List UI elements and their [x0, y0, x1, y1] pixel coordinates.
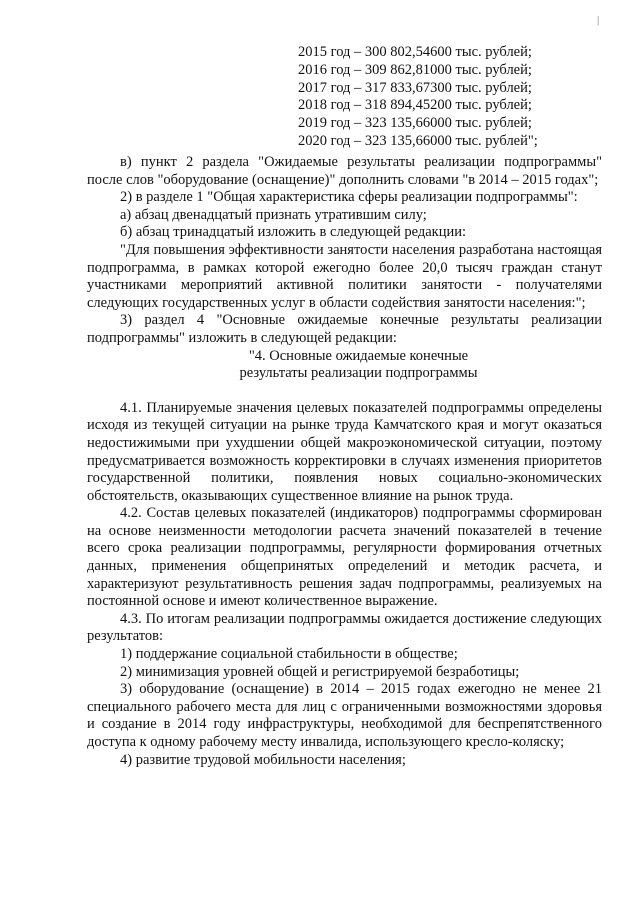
section-heading-line-1: "4. Основные ожидаемые конечные: [248, 347, 469, 364]
document-body: [87, 154, 602, 769]
section-heading-line-2: результаты реализации подпрограммы: [239, 365, 478, 382]
result-item-4: 4) развитие трудовой мобильности населения;: [120, 751, 406, 768]
section-4-3: 4.3. По итогам реализации подпрограммы ожидается достижение следующих результатов:: [87, 610, 602, 645]
paragraph-quote: "Для повышения эффективности занятости населения разработана настоящая подпрограмма, в рамках которой ежегодно более 20,0 тысяч граждан станут участниками мероприятий активной политики занятости - получателями следующих государственных услуг в области содействия занятости населения:";: [87, 241, 602, 311]
paragraph-2b: б) абзац тринадцатый изложить в следующей редакции:: [120, 224, 467, 241]
funding-year-2016: 2016 год – 309 862,81000 тыс. рублей;: [298, 61, 532, 78]
spacer: [87, 383, 602, 400]
funding-year-2020: 2020 год – 323 135,66000 тыс. рублей";: [298, 132, 538, 149]
funding-year-2018: 2018 год – 318 894,45200 тыс. рублей;: [298, 97, 532, 114]
paragraph-2: 2) в разделе 1 "Общая характеристика сферы реализации подпрограммы":: [120, 189, 578, 206]
paragraph-3: 3) раздел 4 "Основные ожидаемые конечные результаты реализации подпрограммы" изложить в следующей редакции:: [87, 312, 602, 346]
funding-year-2019: 2019 год – 323 135,66000 тыс. рублей;: [298, 115, 532, 132]
funding-year-2015: 2015 год – 300 802,54600 тыс. рублей;: [298, 44, 532, 60]
paragraph-v: в) пункт 2 раздела "Ожидаемые результаты реализации подпрограммы" после слов "оборудование (оснащение)" дополнить словами "в 2014 – 2015 годах";: [87, 154, 602, 188]
paragraph-2a: а) абзац двенадцатый признать утратившим силу;: [120, 206, 427, 223]
page-mark: |: [597, 14, 600, 26]
result-item-1: 1) поддержание социальной стабильности в обществе;: [120, 646, 458, 663]
section-4-2: 4.2. Состав целевых показателей (индикаторов) подпрограммы сформирован на основе неизменности методологии расчета значений показателей в течение всего срока реализации подпрограммы, регулярности формирования отчетных данных, применения общепринятых определений и методик расчета, и характеризуют результативность решения задач подпрограммы, реализуемых на постоянной основе и имеют количественное выражение.: [87, 505, 602, 610]
result-item-2: 2) минимизация уровней общей и регистрируемой безработицы;: [120, 663, 520, 680]
section-4-1: 4.1. Планируемые значения целевых показателей подпрограммы определены исходя из текущей ситуации на рынке труда Камчатского края и могут оказаться недостижимыми при ухудшении общей макроэкономической ситуации, поэтому предусматривается возможность корректировки в случаях изменения приоритетов государственной политики, появления новых социально-экономических обстоятельств, оказывающих существенное влияние на рынок труда.: [87, 399, 602, 504]
funding-year-2017: 2017 год – 317 833,67300 тыс. рублей;: [298, 79, 532, 96]
funding-years-list: [298, 44, 538, 151]
result-item-3: 3) оборудование (оснащение) в 2014 – 2015 годах ежегодно не менее 21 специального рабочего места для лиц с ограниченными возможностями здоровья и создание в 2014 году инфраструктуры, необходимой для беспрепятственного доступа к одному рабочему месту инвалида, использующего кресло-коляску;: [87, 681, 602, 750]
